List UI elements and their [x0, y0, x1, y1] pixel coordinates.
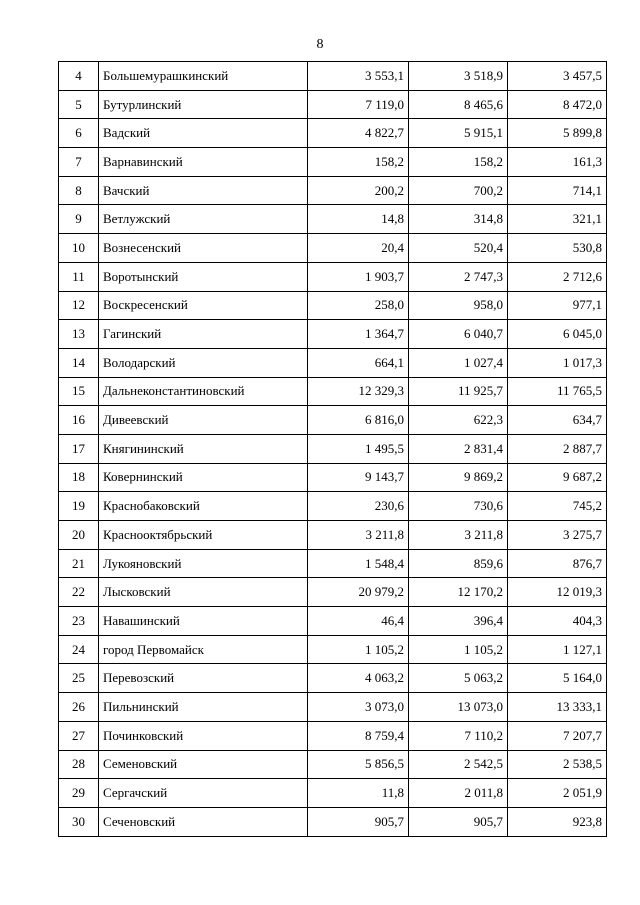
value-1-cell: 4 063,2	[308, 664, 409, 693]
district-name-cell: Сергачский	[99, 779, 308, 808]
value-3-cell: 9 687,2	[508, 463, 607, 492]
district-name-cell: Навашинский	[99, 607, 308, 636]
value-2-cell: 2 831,4	[409, 434, 508, 463]
value-2-cell: 622,3	[409, 406, 508, 435]
district-name-cell: Воротынский	[99, 262, 308, 291]
table-row	[59, 721, 607, 750]
value-2-cell: 8 465,6	[409, 90, 508, 119]
value-2-cell: 5 915,1	[409, 119, 508, 148]
row-number-cell: 6	[59, 119, 99, 148]
value-1-cell: 664,1	[308, 348, 409, 377]
row-number-cell: 20	[59, 521, 99, 550]
value-3-cell: 321,1	[508, 205, 607, 234]
district-name-cell: Вачский	[99, 176, 308, 205]
value-3-cell: 1 127,1	[508, 635, 607, 664]
row-number-cell: 4	[59, 62, 99, 91]
row-number-cell: 7	[59, 148, 99, 177]
row-number-cell: 28	[59, 750, 99, 779]
value-3-cell: 2 887,7	[508, 434, 607, 463]
value-1-cell: 9 143,7	[308, 463, 409, 492]
table-row	[59, 176, 607, 205]
value-2-cell: 859,6	[409, 549, 508, 578]
table-row	[59, 664, 607, 693]
value-1-cell: 11,8	[308, 779, 409, 808]
district-name-cell: Варнавинский	[99, 148, 308, 177]
value-3-cell: 745,2	[508, 492, 607, 521]
value-2-cell: 1 027,4	[409, 348, 508, 377]
value-1-cell: 3 073,0	[308, 693, 409, 722]
value-1-cell: 200,2	[308, 176, 409, 205]
table-row	[59, 750, 607, 779]
row-number-cell: 29	[59, 779, 99, 808]
value-1-cell: 1 364,7	[308, 320, 409, 349]
row-number-cell: 30	[59, 807, 99, 836]
district-name-cell: Володарский	[99, 348, 308, 377]
district-name-cell: город Первомайск	[99, 635, 308, 664]
district-name-cell: Перевозский	[99, 664, 308, 693]
table-body	[59, 62, 607, 837]
district-name-cell: Воскресенский	[99, 291, 308, 320]
value-2-cell: 11 925,7	[409, 377, 508, 406]
value-2-cell: 958,0	[409, 291, 508, 320]
table-row	[59, 607, 607, 636]
value-2-cell: 7 110,2	[409, 721, 508, 750]
value-2-cell: 1 105,2	[409, 635, 508, 664]
district-name-cell: Семеновский	[99, 750, 308, 779]
row-number-cell: 16	[59, 406, 99, 435]
table-row	[59, 90, 607, 119]
value-3-cell: 3 275,7	[508, 521, 607, 550]
row-number-cell: 10	[59, 234, 99, 263]
budget-table	[58, 61, 607, 837]
value-3-cell: 876,7	[508, 549, 607, 578]
table-row	[59, 406, 607, 435]
value-1-cell: 3 553,1	[308, 62, 409, 91]
district-name-cell: Бутурлинский	[99, 90, 308, 119]
district-name-cell: Краснооктябрьский	[99, 521, 308, 550]
value-3-cell: 977,1	[508, 291, 607, 320]
value-1-cell: 3 211,8	[308, 521, 409, 550]
row-number-cell: 18	[59, 463, 99, 492]
table-row	[59, 291, 607, 320]
value-2-cell: 314,8	[409, 205, 508, 234]
district-name-cell: Княгининский	[99, 434, 308, 463]
table-row	[59, 148, 607, 177]
value-2-cell: 2 011,8	[409, 779, 508, 808]
value-3-cell: 634,7	[508, 406, 607, 435]
value-3-cell: 3 457,5	[508, 62, 607, 91]
table-row	[59, 62, 607, 91]
table-row	[59, 434, 607, 463]
value-1-cell: 6 816,0	[308, 406, 409, 435]
value-2-cell: 905,7	[409, 807, 508, 836]
value-2-cell: 9 869,2	[409, 463, 508, 492]
value-1-cell: 46,4	[308, 607, 409, 636]
value-2-cell: 700,2	[409, 176, 508, 205]
value-1-cell: 20 979,2	[308, 578, 409, 607]
district-name-cell: Большемурашкинский	[99, 62, 308, 91]
district-name-cell: Пильнинский	[99, 693, 308, 722]
row-number-cell: 12	[59, 291, 99, 320]
table-row	[59, 119, 607, 148]
table-row	[59, 320, 607, 349]
district-name-cell: Починковский	[99, 721, 308, 750]
value-1-cell: 1 548,4	[308, 549, 409, 578]
value-3-cell: 404,3	[508, 607, 607, 636]
row-number-cell: 14	[59, 348, 99, 377]
value-3-cell: 6 045,0	[508, 320, 607, 349]
table-row	[59, 492, 607, 521]
value-1-cell: 1 495,5	[308, 434, 409, 463]
table-row	[59, 521, 607, 550]
district-name-cell: Гагинский	[99, 320, 308, 349]
row-number-cell: 19	[59, 492, 99, 521]
value-1-cell: 5 856,5	[308, 750, 409, 779]
row-number-cell: 13	[59, 320, 99, 349]
value-2-cell: 5 063,2	[409, 664, 508, 693]
row-number-cell: 8	[59, 176, 99, 205]
district-name-cell: Сеченовский	[99, 807, 308, 836]
value-1-cell: 230,6	[308, 492, 409, 521]
value-3-cell: 13 333,1	[508, 693, 607, 722]
value-3-cell: 923,8	[508, 807, 607, 836]
district-name-cell: Дальнеконстантиновский	[99, 377, 308, 406]
value-3-cell: 11 765,5	[508, 377, 607, 406]
row-number-cell: 11	[59, 262, 99, 291]
value-1-cell: 1 903,7	[308, 262, 409, 291]
value-3-cell: 2 712,6	[508, 262, 607, 291]
value-2-cell: 3 518,9	[409, 62, 508, 91]
value-3-cell: 530,8	[508, 234, 607, 263]
row-number-cell: 5	[59, 90, 99, 119]
table-row	[59, 348, 607, 377]
table-row	[59, 262, 607, 291]
value-2-cell: 3 211,8	[409, 521, 508, 550]
value-3-cell: 2 538,5	[508, 750, 607, 779]
value-2-cell: 12 170,2	[409, 578, 508, 607]
table-row	[59, 578, 607, 607]
value-1-cell: 20,4	[308, 234, 409, 263]
district-name-cell: Вознесенский	[99, 234, 308, 263]
table-row	[59, 205, 607, 234]
row-number-cell: 27	[59, 721, 99, 750]
value-1-cell: 258,0	[308, 291, 409, 320]
value-1-cell: 1 105,2	[308, 635, 409, 664]
district-name-cell: Лысковский	[99, 578, 308, 607]
value-3-cell: 714,1	[508, 176, 607, 205]
value-2-cell: 2 542,5	[409, 750, 508, 779]
value-1-cell: 4 822,7	[308, 119, 409, 148]
value-1-cell: 7 119,0	[308, 90, 409, 119]
row-number-cell: 24	[59, 635, 99, 664]
value-2-cell: 396,4	[409, 607, 508, 636]
row-number-cell: 23	[59, 607, 99, 636]
value-2-cell: 13 073,0	[409, 693, 508, 722]
row-number-cell: 17	[59, 434, 99, 463]
value-3-cell: 161,3	[508, 148, 607, 177]
row-number-cell: 25	[59, 664, 99, 693]
row-number-cell: 26	[59, 693, 99, 722]
value-2-cell: 6 040,7	[409, 320, 508, 349]
value-3-cell: 5 164,0	[508, 664, 607, 693]
row-number-cell: 9	[59, 205, 99, 234]
district-name-cell: Вадский	[99, 119, 308, 148]
district-name-cell: Дивеевский	[99, 406, 308, 435]
table-row	[59, 549, 607, 578]
value-1-cell: 905,7	[308, 807, 409, 836]
value-3-cell: 2 051,9	[508, 779, 607, 808]
value-2-cell: 730,6	[409, 492, 508, 521]
table-row	[59, 635, 607, 664]
value-1-cell: 8 759,4	[308, 721, 409, 750]
table-row	[59, 807, 607, 836]
page-number: 8	[316, 37, 324, 52]
value-3-cell: 8 472,0	[508, 90, 607, 119]
row-number-cell: 21	[59, 549, 99, 578]
value-2-cell: 158,2	[409, 148, 508, 177]
value-3-cell: 1 017,3	[508, 348, 607, 377]
value-2-cell: 2 747,3	[409, 262, 508, 291]
value-1-cell: 12 329,3	[308, 377, 409, 406]
district-name-cell: Ветлужский	[99, 205, 308, 234]
value-1-cell: 158,2	[308, 148, 409, 177]
table-row	[59, 377, 607, 406]
value-3-cell: 5 899,8	[508, 119, 607, 148]
district-name-cell: Краснобаковский	[99, 492, 308, 521]
table-row	[59, 234, 607, 263]
district-name-cell: Лукояновский	[99, 549, 308, 578]
district-name-cell: Ковернинский	[99, 463, 308, 492]
row-number-cell: 15	[59, 377, 99, 406]
table-row	[59, 693, 607, 722]
value-3-cell: 7 207,7	[508, 721, 607, 750]
value-3-cell: 12 019,3	[508, 578, 607, 607]
row-number-cell: 22	[59, 578, 99, 607]
table-row	[59, 779, 607, 808]
table-row	[59, 463, 607, 492]
value-2-cell: 520,4	[409, 234, 508, 263]
value-1-cell: 14,8	[308, 205, 409, 234]
